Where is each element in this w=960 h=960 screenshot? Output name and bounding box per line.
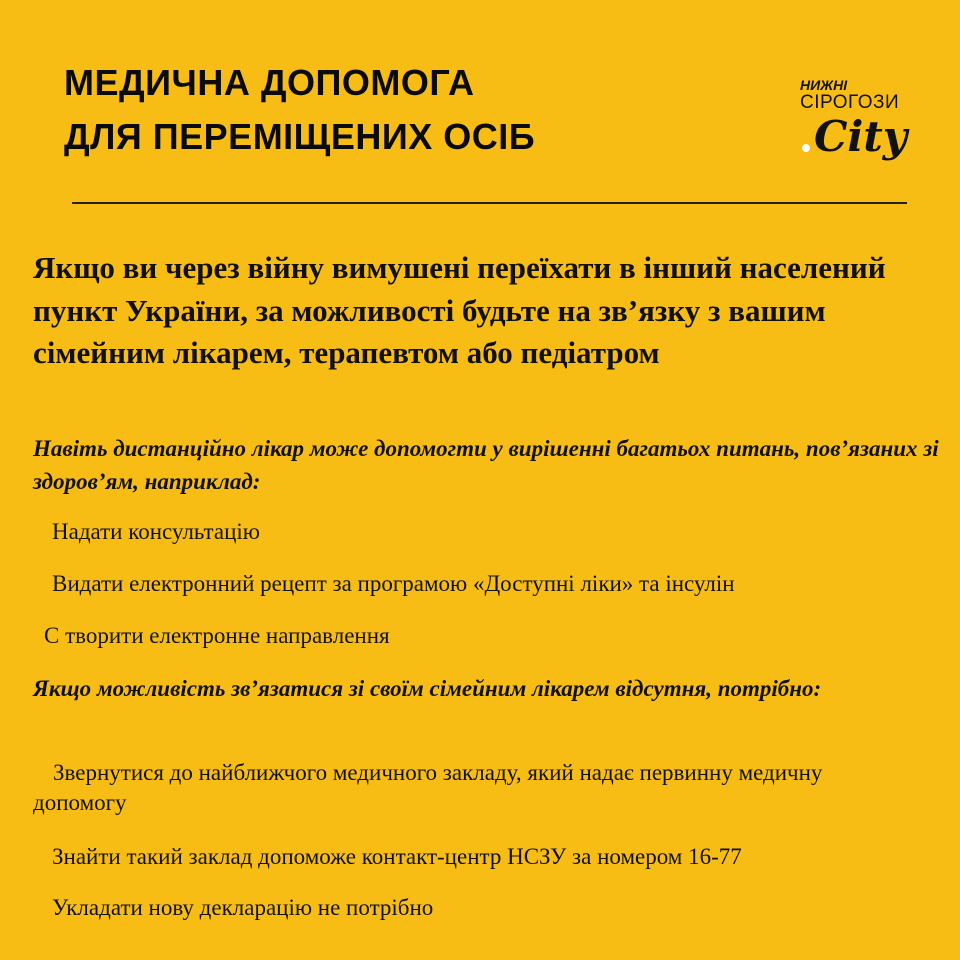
logo-city-text: City xyxy=(814,112,908,161)
header-divider xyxy=(72,202,907,204)
title-line-2: ДЛЯ ПЕРЕМІЩЕНИХ ОСІБ xyxy=(64,116,536,157)
section2-heading: Якщо можливість зв’язатися зі своїм сімейним лікарем відсутня, потрібно: xyxy=(33,676,822,701)
logo-top-text: НИЖНІ xyxy=(800,77,848,93)
list-item: Видати електронний рецепт за програмою «Доступні ліки» та інсулін xyxy=(52,571,735,596)
lead-paragraph: Якщо ви через війну вимушені переїхати в інший населений пункт України, за можливості будьте на зв’язку з вашим сімейним лікарем, терапевтом або педіатром xyxy=(33,250,886,370)
logo-middle-text: СІРОГОЗИ xyxy=(800,92,900,113)
list-item: Знайти такий заклад допоможе контакт-центр НСЗУ за номером 16-77 xyxy=(52,844,742,869)
logo-dot-icon xyxy=(802,144,810,152)
page-title xyxy=(64,56,535,164)
list-item: С творити електронне направлення xyxy=(44,623,390,648)
section1-heading: Навіть дистанційно лікар може допомогти у вирішенні багатьох питань, пов’язаних зі здоров’ям, наприклад: xyxy=(33,436,939,494)
brand-logo xyxy=(800,78,910,188)
list-item: Звернутися до найближчого медичного закладу, який надає первинну медичну допомогу xyxy=(33,760,823,815)
list-item: Надати консультацію xyxy=(52,519,260,544)
list-item: Укладати нову декларацію не потрібно xyxy=(52,895,434,920)
title-line-1: МЕДИЧНА ДОПОМОГА xyxy=(64,62,475,103)
